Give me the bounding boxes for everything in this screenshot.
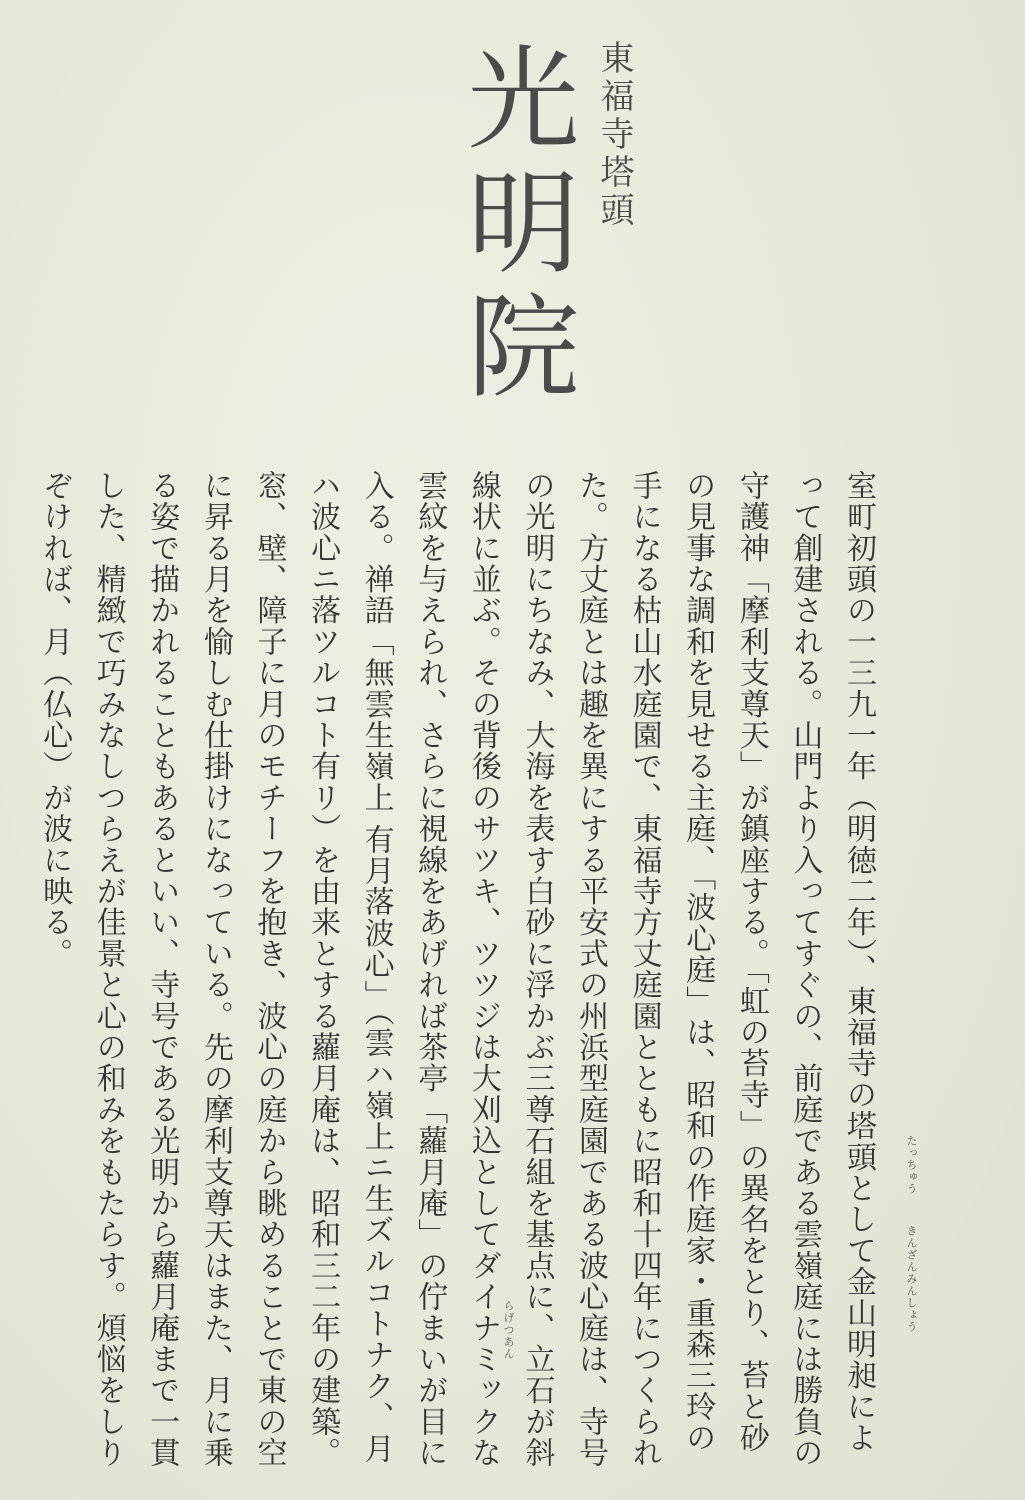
furigana-tatchu: たっちゅう bbox=[905, 1135, 918, 1195]
furigana-ragetsuan: らげつあん bbox=[502, 1300, 515, 1360]
furigana-kinzanmyojin: きんざんみんしょう bbox=[905, 1225, 918, 1333]
body-text bbox=[28, 470, 886, 1470]
temple-title: 光明院 bbox=[449, 40, 579, 412]
temple-subtitle: 東福寺塔頭 bbox=[594, 40, 634, 230]
body-paragraph: 室町初頭の一三九一年（明徳二年）、東福寺の塔頭として金山明昶によって創建される。山門より入ってすぐの、前庭である雲嶺庭には勝負の守護神「摩利支尊天」が鎮座する。「虹の苔寺」の異名をとり、苔と砂の見事な調和を見せる主庭、「波心庭」は、昭和の作庭家・重森三玲の手になる枯山水庭園で、東福寺方丈庭園とともに昭和十四年につくられた。方丈庭とは趣を異にする平安式の州浜型庭園である波心庭は、寺号の光明にちなみ、大海を表す白砂に浮かぶ三尊石組を基点に、立石が斜線状に並ぶ。その背後のサツキ、ツツジは大刈込としてダイナミックな雲紋を与えられ、さらに視線をあげれば茶亭「蘿月庵」の佇まいが目に入る。禅語「無雲生嶺上 有月落波心」（雲ハ嶺上ニ生ズルコトナク、月ハ波心ニ落ツルコト有リ）を由来とする蘿月庵は、昭和三二年の建築。窓、壁、障子に月のモチーフを抱き、波心の庭から眺めることで東の空に昇る月を愉しむ仕掛けになっている。先の摩利支尊天はまた、月に乗る姿で描かれることもあるといい、寺号である光明から蘿月庵まで一貫した、精緻で巧みなしつらえが佳景と心の和みをもたらす。煩悩をしりぞければ、月（仏心）が波に映る。 bbox=[37, 470, 876, 1469]
